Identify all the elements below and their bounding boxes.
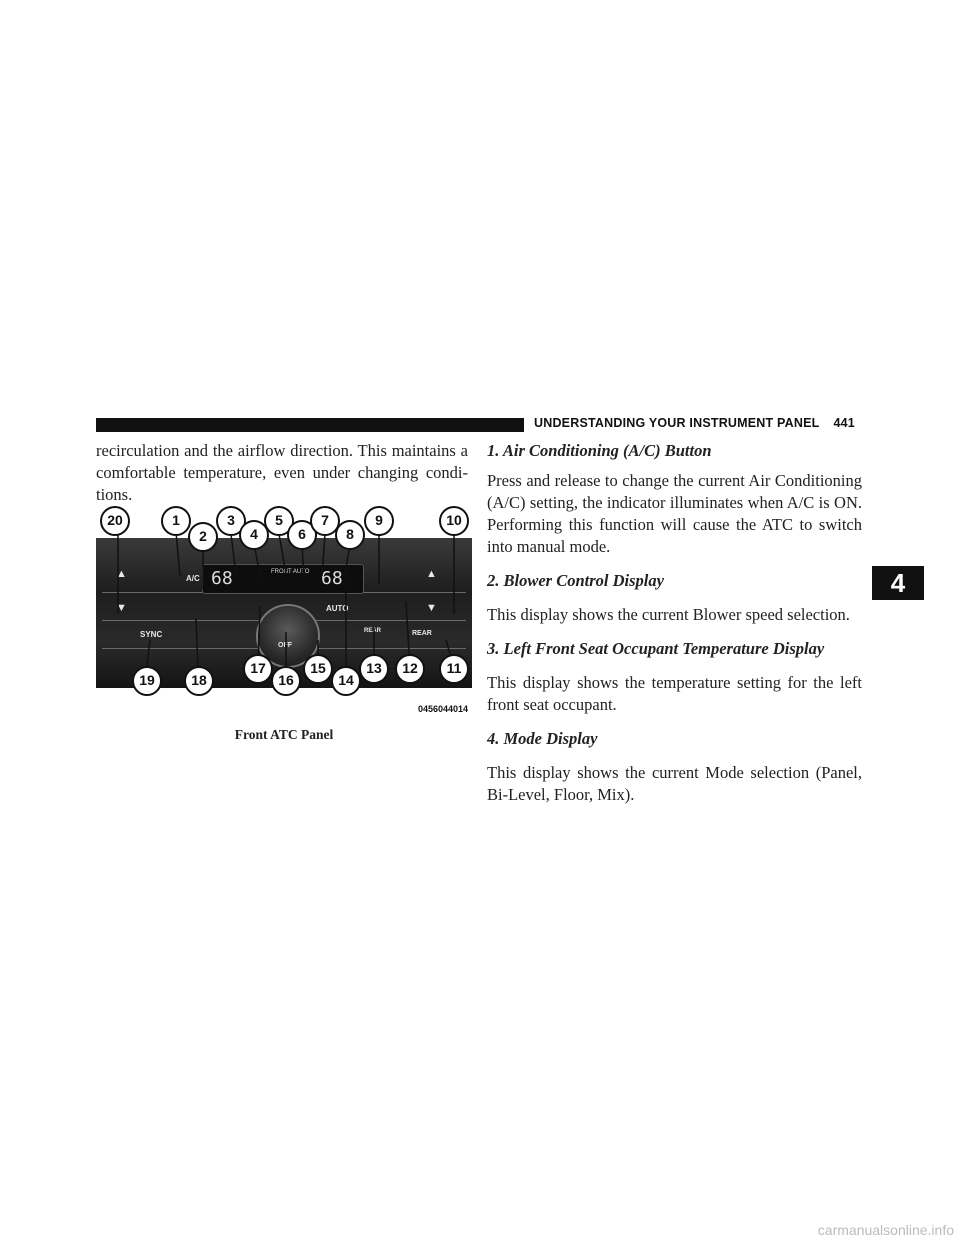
section-heading-4: 4. Mode Display [487,729,598,748]
callout-19: 19 [132,666,162,696]
rear-label: REAR [364,628,382,634]
callout-6: 6 [287,520,317,550]
ac-label: A/C [186,574,200,583]
callout-20: 20 [100,506,130,536]
header-title: UNDERSTANDING YOUR INSTRUMENT PANEL [534,416,820,430]
section-body-3: This display shows the temperature setting for the left front seat occupant. [487,673,862,714]
figure-code: 0456044014 [417,704,468,714]
callout-3: 3 [216,506,246,536]
right-column [487,440,862,806]
left-temp-readout: 68 [211,568,233,589]
section-heading-2: 2. Blower Control Display [487,571,664,590]
page-number: 441 [833,416,855,430]
callout-11: 11 [439,654,469,684]
callout-5: 5 [264,506,294,536]
header-rule [96,418,524,432]
section-heading-1: 1. Air Conditioning (A/C) Button [487,441,712,460]
left-column [96,440,468,506]
callout-14: 14 [331,666,361,696]
callout-13: 13 [359,654,389,684]
intro-paragraph: recirculation and the airflow direction. This maintains a comfortable temperature, even under changing condi- tions. [96,441,468,504]
watermark: carmanualsonline.info [817,1222,954,1238]
callout-15: 15 [303,654,333,684]
callout-9: 9 [364,506,394,536]
chapter-tab: 4 [872,566,924,600]
callout-10: 10 [439,506,469,536]
callout-16: 16 [271,666,301,696]
front-auto-label: FRONT AUTO [271,569,310,575]
section-body-4: This display shows the current Mode selection (Panel, Bi-Level, Floor, Mix). [487,763,862,804]
rear-label: REAR [412,630,432,637]
figure-caption: Front ATC Panel [234,727,334,742]
callout-2: 2 [188,522,218,552]
up-arrow-icon: ▲ [116,568,127,580]
section-heading-3: 3. Left Front Seat Occupant Temperature Display [487,639,825,658]
callout-17: 17 [243,654,273,684]
callout-18: 18 [184,666,214,696]
running-header [534,416,855,430]
atc-panel-figure [96,504,472,718]
sync-label: SYNC [140,630,163,639]
up-arrow-icon: ▲ [426,568,437,580]
right-temp-readout: 68 [321,568,343,589]
callout-7: 7 [310,506,340,536]
callout-8: 8 [335,520,365,550]
down-arrow-icon: ▼ [426,602,437,614]
section-body-1: Press and release to change the current Air Conditioning (A/C) setting, the indicator illuminates when A/C is ON. Performing this function will cause the ATC to switch into manual mode. [487,471,862,556]
callout-4: 4 [239,520,269,550]
section-body-2: This display shows the current Blower speed selection. [487,605,850,624]
off-label: OFF [278,642,292,649]
down-arrow-icon: ▼ [116,602,127,614]
auto-label: AUTO [326,604,349,613]
callout-1: 1 [161,506,191,536]
callout-12: 12 [395,654,425,684]
